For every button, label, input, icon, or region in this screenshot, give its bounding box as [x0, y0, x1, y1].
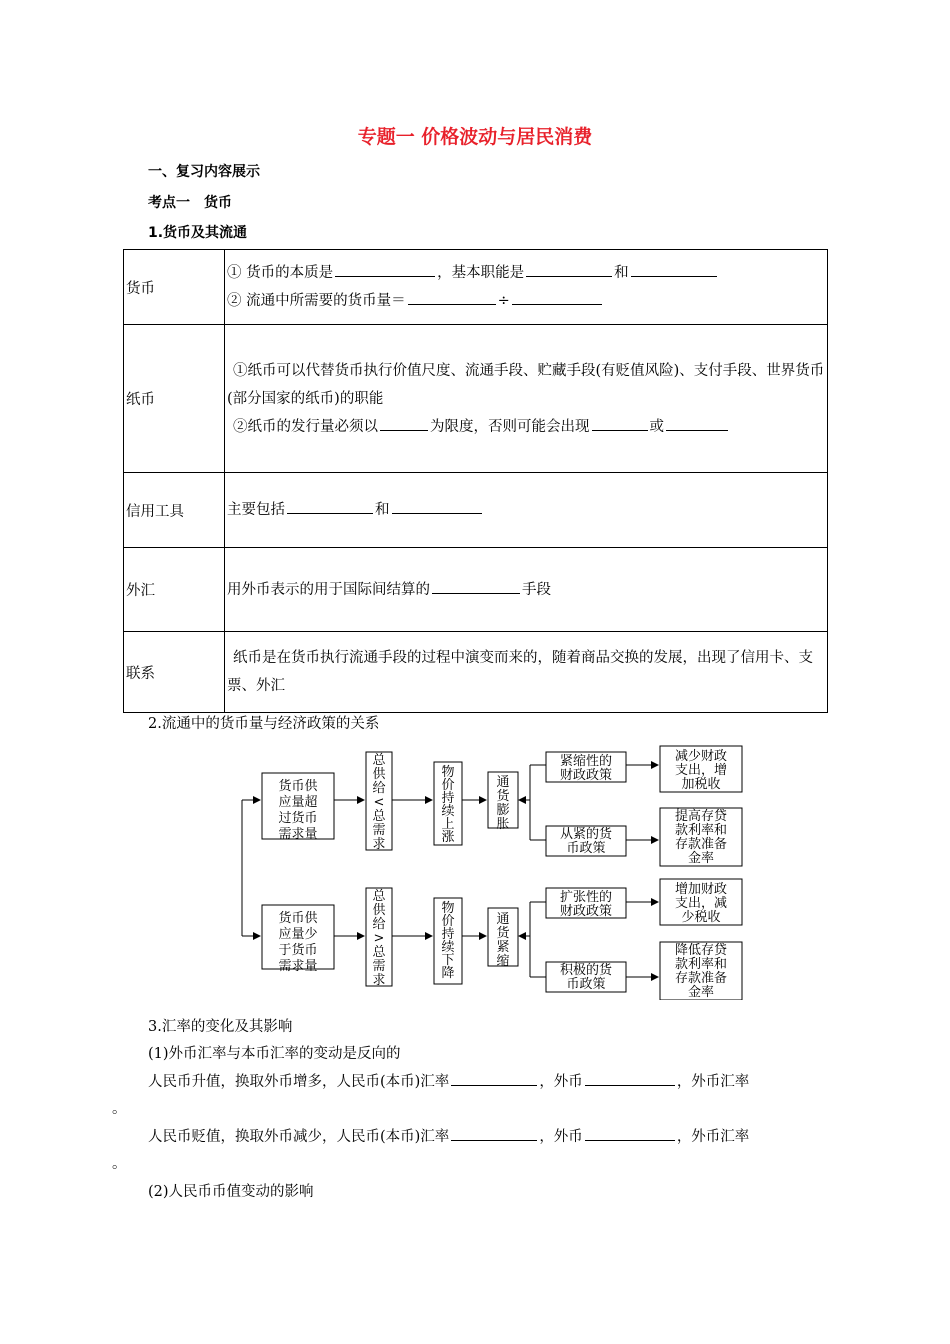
table-row — [124, 325, 828, 473]
period: 。 — [112, 1156, 127, 1172]
flow-label-line: 紧缩性的 — [559, 754, 613, 769]
answer-blank[interactable] — [392, 499, 482, 514]
section-heading: 一、复习内容展示 — [148, 164, 260, 180]
point-heading: 考点一 货币 — [148, 195, 232, 211]
flow-label-line: 给 — [372, 917, 386, 932]
flow-label-line: 物 — [441, 765, 455, 780]
flow-label-line: < — [373, 795, 385, 810]
flow-label-line: 加税收 — [681, 777, 721, 792]
answer-blank[interactable] — [432, 579, 520, 594]
flow-label-line: 需求量 — [278, 959, 318, 974]
flow-label-line: 续 — [441, 804, 455, 819]
flow-label-line: 存款准备 — [674, 971, 728, 986]
table-row — [124, 473, 828, 548]
flow-label-line: 减少财政 — [674, 749, 728, 764]
flow-monetary-policy-box-label — [560, 826, 613, 856]
row-label: 纸币 — [124, 325, 225, 473]
paragraph: (1)外币汇率与本币汇率的变动是反向的 — [148, 1046, 401, 1062]
flow-fiscal-measure-box-label — [675, 881, 727, 925]
flow-label-line: 支出，减 — [674, 896, 728, 911]
flow-monetary-measure-box-label — [675, 942, 728, 1000]
flow-label-line: 持 — [441, 927, 455, 942]
flow-label-line: 扩张性的 — [559, 890, 613, 905]
flow-label-line: 币政策 — [566, 977, 606, 992]
flow-relation-box-label — [372, 753, 386, 852]
answer-blank[interactable] — [585, 1126, 675, 1141]
flow-label-line: 货币供 — [278, 911, 318, 926]
flow-label-line: 应量超 — [278, 795, 318, 810]
flow-label-line: 上 — [441, 817, 455, 832]
flow-label-line: 币政策 — [566, 841, 606, 856]
flow-label-line: > — [373, 931, 385, 946]
answer-blank[interactable] — [526, 262, 612, 277]
flow-label-line: 需 — [372, 823, 386, 838]
flow-label-line: 需求量 — [278, 827, 318, 842]
flow-label-line: 降 — [441, 966, 455, 981]
flow-label-line: 金率 — [687, 851, 715, 866]
flow-label-line: 存款准备 — [674, 837, 728, 852]
flow-label-line: 于货币 — [278, 943, 318, 958]
flow-label-line: 财政政策 — [559, 768, 613, 783]
flow-label-line: 过货币 — [278, 811, 318, 826]
flow-label-line: 膨 — [496, 803, 510, 818]
table-row — [124, 548, 828, 632]
answer-blank[interactable] — [666, 416, 728, 431]
flow-phenomenon-box-label — [496, 912, 510, 969]
flow-label-line: 物 — [441, 901, 455, 916]
flow-label-line: 金率 — [687, 985, 715, 1000]
flow-label-line: 支出，增 — [674, 763, 728, 778]
flow-cause-box-label — [278, 778, 318, 842]
flow-label-line: 货币供 — [278, 779, 318, 794]
flow-label-line: 总 — [372, 753, 386, 768]
flow-label-line: 货 — [496, 926, 510, 941]
row-content: ①纸币可以代替货币执行价值尺度、流通手段、贮藏手段(有贬值风险)、支付手段、世界货币(部分国家的纸币)的职能 ②纸币的发行量必须以 为限度，否则可能会出现 或 — [225, 325, 828, 473]
flow-label-line: 紧 — [496, 940, 510, 955]
flow-label-line: 总 — [372, 809, 386, 824]
row-content: 纸币是在货币执行流通手段的过程中演变而来的，随着商品交换的发展，出现了信用卡、支票、外汇 — [225, 632, 828, 713]
flow-label-line: 续 — [441, 940, 455, 955]
flow-fiscal-policy-box-label — [560, 889, 612, 919]
flow-label-line: 胀 — [496, 817, 510, 832]
row-content: 用外币表示的用于国际间结算的 手段 — [225, 548, 828, 632]
flow-label-line: 货 — [496, 789, 510, 804]
answer-blank[interactable] — [585, 1071, 675, 1086]
flow-label-line: 求 — [372, 837, 386, 852]
flow-label-line: 通 — [496, 775, 510, 790]
flow-label-line: 下 — [441, 953, 455, 968]
flow-label-line: 供 — [372, 767, 386, 782]
flow-label-line: 通 — [496, 912, 510, 927]
flow-monetary-policy-box-label — [560, 962, 613, 992]
flow-label-line: 供 — [372, 903, 386, 918]
subsection-heading: 2.流通中的货币量与经济政策的关系 — [148, 716, 380, 732]
flow-price-box-label — [441, 764, 454, 845]
flow-relation-box-label — [372, 889, 386, 988]
page-title: 专题一 价格波动与居民消费 — [357, 126, 593, 148]
flow-label-line: 少税收 — [681, 910, 721, 925]
row-label: 信用工具 — [124, 473, 225, 548]
answer-blank[interactable] — [592, 416, 648, 431]
flow-label-line: 增加财政 — [674, 882, 728, 897]
flow-label-line: 价 — [441, 778, 455, 793]
flow-price-box-label — [441, 900, 454, 981]
flow-label-line: 价 — [441, 914, 455, 929]
period: 。 — [112, 1101, 127, 1117]
row-content: 主要包括 和 — [225, 473, 828, 548]
answer-blank[interactable] — [631, 262, 717, 277]
table-row — [124, 632, 828, 713]
flow-label-line: 降低存贷 — [674, 943, 728, 958]
flow-label-line: 财政政策 — [559, 904, 613, 919]
answer-blank[interactable] — [512, 290, 602, 305]
row-label: 联系 — [124, 632, 225, 713]
answer-blank[interactable] — [408, 290, 496, 305]
row-content: ① 货币的本质是 ，基本职能是 和 ② 流通中所需要的货币量＝ ÷ — [225, 250, 828, 325]
row-label: 货币 — [124, 250, 225, 325]
paragraph: 人民币升值，换取外币增多，人民币(本币)汇率 ，外币 ，外币汇率 — [148, 1070, 749, 1091]
flow-label-line: 款利率和 — [674, 823, 728, 838]
table-row — [124, 250, 828, 325]
flow-label-line: 需 — [372, 959, 386, 974]
flow-label-line: 从紧的货 — [559, 827, 613, 842]
flow-label-line: 提高存贷 — [674, 809, 728, 824]
flow-phenomenon-box-label — [496, 775, 510, 832]
answer-blank[interactable] — [380, 416, 428, 431]
flow-label-line: 积极的货 — [559, 963, 613, 978]
flow-label-line: 应量少 — [278, 927, 318, 942]
answer-blank[interactable] — [335, 262, 435, 277]
flow-label-line: 款利率和 — [674, 957, 728, 972]
flow-label-line: 求 — [372, 973, 386, 988]
flow-fiscal-measure-box-label — [675, 748, 727, 792]
flow-label-line: 总 — [372, 945, 386, 960]
flow-diagram — [230, 740, 750, 1000]
subsection-heading: (2)人民币币值变动的影响 — [148, 1184, 314, 1200]
paragraph: 人民币贬值，换取外币减少，人民币(本币)汇率 ，外币 ，外币汇率 — [148, 1125, 749, 1146]
flow-label-line: 涨 — [441, 830, 455, 845]
flow-label-line: 持 — [441, 791, 455, 806]
flow-monetary-measure-box-label — [675, 808, 728, 866]
subsection-heading: 3.汇率的变化及其影响 — [148, 1019, 293, 1035]
flow-label-line: 缩 — [496, 954, 510, 969]
answer-blank[interactable] — [451, 1126, 537, 1141]
money-table — [123, 249, 828, 713]
answer-blank[interactable] — [451, 1071, 537, 1086]
subsection-heading: 1.货币及其流通 — [148, 225, 248, 241]
flow-cause-box-label — [278, 910, 318, 974]
answer-blank[interactable] — [287, 499, 373, 514]
flow-label-line: 总 — [372, 889, 386, 904]
flow-fiscal-policy-box-label — [560, 753, 612, 783]
row-label: 外汇 — [124, 548, 225, 632]
flow-label-line: 给 — [372, 781, 386, 796]
